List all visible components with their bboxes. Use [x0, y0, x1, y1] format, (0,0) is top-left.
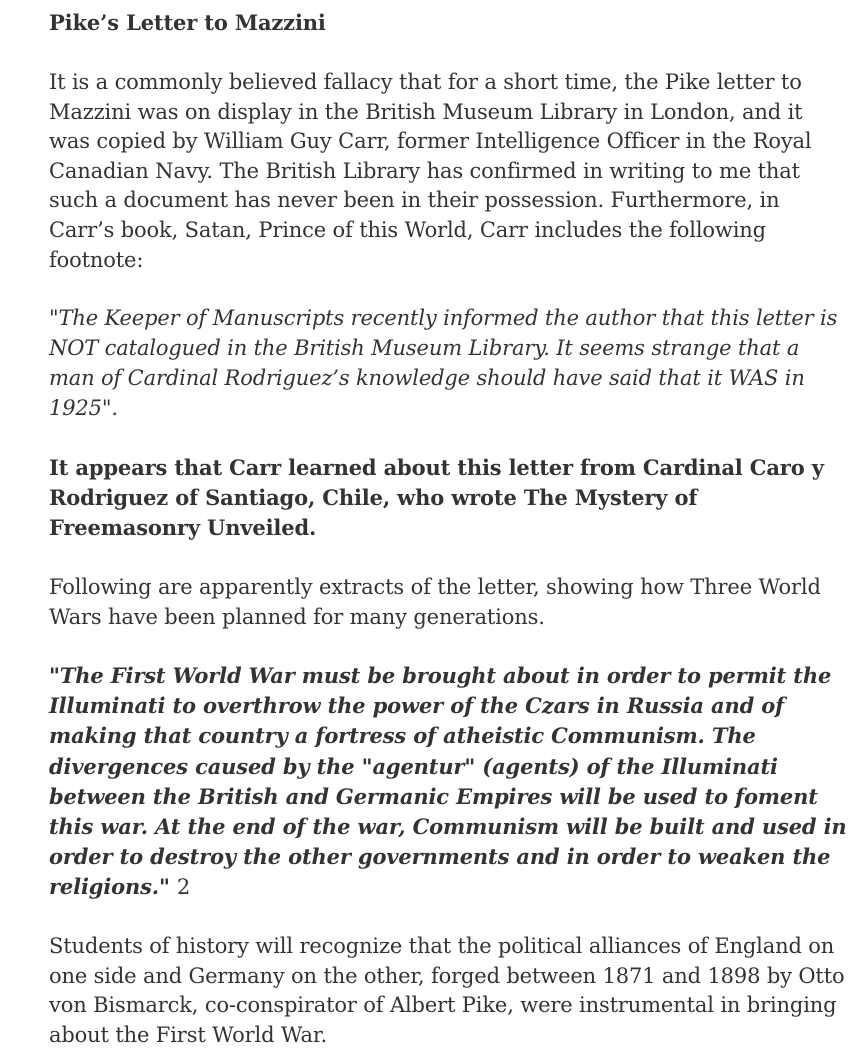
article-title: Pike’s Letter to Mazzini: [49, 10, 326, 35]
footnote-quote: "The Keeper of Manuscripts recently informed the author that this letter is NOT catalogued in the British Museum Library. It seems strange that a man of Cardinal Rodriguez’s knowledge should have said that it WAS in 1925".: [49, 306, 838, 420]
letter-extract-text: "The First World War must be brought about in order to permit the Illuminati to overthrow the power of the Czars in Russia and of making that country a fortress of atheistic Communism. The divergences caused by the "agentur" (agents) of the Illuminati between the British and Germanic Empires will be used to foment this war. At the end of the war, Communism will be built and used in order to destroy the other governments and in order to weaken the religions.": [49, 663, 847, 900]
paragraph-cardinal-caro: It appears that Carr learned about this letter from Cardinal Caro y Rodriguez of Santiago, Chile, who wrote The Mystery of Freemasonry Unveiled.: [49, 455, 824, 540]
paragraph-extracts-intro: Following are apparently extracts of the letter, showing how Three World Wars have been planned for many generations.: [49, 575, 821, 629]
paragraph-british-library: It is a commonly believed fallacy that for a short time, the Pike letter to Mazzini was on display in the British Museum Library in London, and it was copied by William Guy Carr, former Intelligence Officer in the Royal Canadian Navy. The British Library has confirmed in writing to me that such a document has never been in their possession. Furthermore, in Carr’s book, Satan, Prince of this World, Carr includes the following footnote:: [49, 70, 812, 272]
footnote-reference: 2: [176, 875, 191, 900]
letter-extract-quote: [49, 661, 849, 903]
paragraph-history-alliances: Students of history will recognize that the political alliances of England on one side and Germany on the other, forged between 1871 and 1898 by Otto von Bismarck, co-conspirator of Albert Pike, were instrumental in bringing about the First World War.: [49, 934, 845, 1047]
